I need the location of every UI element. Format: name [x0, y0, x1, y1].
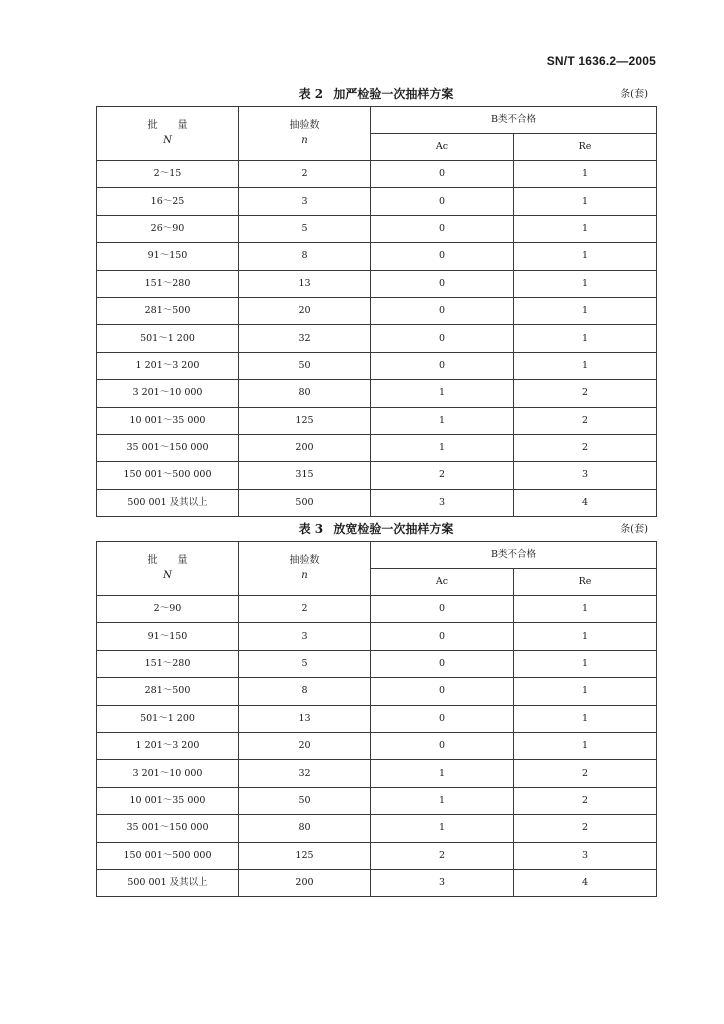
ac-cell: 0 [371, 188, 514, 215]
re-cell: 1 [514, 678, 657, 705]
table-row [97, 650, 657, 677]
ac-cell: 1 [371, 760, 514, 787]
re-header: Re [514, 569, 657, 596]
table-row [97, 842, 657, 869]
table-row [97, 787, 657, 814]
lot-size-cell: 91～150 [97, 243, 239, 270]
sample-size-cell: 8 [239, 678, 371, 705]
ac-cell: 0 [371, 215, 514, 242]
re-cell: 1 [514, 650, 657, 677]
ac-cell: 2 [371, 462, 514, 489]
ac-cell: 0 [371, 732, 514, 759]
lot-size-cell: 150 001～500 000 [97, 462, 239, 489]
sample-size-cell: 50 [239, 352, 371, 379]
re-cell: 1 [514, 297, 657, 324]
re-cell: 1 [514, 705, 657, 732]
sample-size-cell: 2 [239, 596, 371, 623]
re-cell: 4 [514, 869, 657, 896]
sample-size-cell: 125 [239, 407, 371, 434]
sample-size-cell: 5 [239, 650, 371, 677]
lot-size-cell: 501～1 200 [97, 325, 239, 352]
sample-size-cell: 200 [239, 869, 371, 896]
re-cell: 2 [514, 760, 657, 787]
lot-size-cell: 10 001～35 000 [97, 407, 239, 434]
lot-size-cell: 151～280 [97, 650, 239, 677]
table-row [97, 352, 657, 379]
ac-cell: 1 [371, 380, 514, 407]
lot-size-cell: 500 001 及其以上 [97, 869, 239, 896]
lot-size-cell: 501～1 200 [97, 705, 239, 732]
sample-size-cell: 8 [239, 243, 371, 270]
re-cell: 1 [514, 732, 657, 759]
ac-cell: 1 [371, 434, 514, 461]
re-cell: 1 [514, 188, 657, 215]
sample-size-cell: 32 [239, 325, 371, 352]
lot-size-cell: 3 201～10 000 [97, 380, 239, 407]
sample-size-cell: 32 [239, 760, 371, 787]
sample-size-header: 抽验数 n [239, 107, 371, 161]
ac-cell: 0 [371, 705, 514, 732]
sample-size-cell: 20 [239, 732, 371, 759]
ac-cell: 1 [371, 815, 514, 842]
ac-cell: 0 [371, 650, 514, 677]
lot-size-cell: 10 001～35 000 [97, 787, 239, 814]
lot-size-cell: 151～280 [97, 270, 239, 297]
sample-size-cell: 20 [239, 297, 371, 324]
re-cell: 1 [514, 161, 657, 188]
ac-cell: 0 [371, 297, 514, 324]
ac-cell: 0 [371, 270, 514, 297]
table-row [97, 462, 657, 489]
table-row [97, 188, 657, 215]
table-3 [96, 541, 657, 897]
sample-size-cell: 125 [239, 842, 371, 869]
ac-cell: 2 [371, 842, 514, 869]
re-cell: 2 [514, 380, 657, 407]
table-3-unit: 条(套) [620, 524, 648, 535]
class-b-header: B类不合格 [371, 107, 657, 134]
table-row [97, 596, 657, 623]
table-row [97, 243, 657, 270]
re-cell: 1 [514, 352, 657, 379]
table-2-title [96, 86, 656, 102]
lot-size-header: 批 量 N [97, 107, 239, 161]
sample-size-cell: 315 [239, 462, 371, 489]
table-2-caption [96, 86, 656, 102]
sample-size-cell: 200 [239, 434, 371, 461]
table-3-number: 表 3 [298, 522, 324, 536]
table-3-name: 放宽检验一次抽样方案 [333, 522, 454, 536]
sample-size-cell: 13 [239, 270, 371, 297]
re-cell: 2 [514, 434, 657, 461]
re-cell: 2 [514, 407, 657, 434]
lot-size-cell: 35 001～150 000 [97, 434, 239, 461]
table-row [97, 325, 657, 352]
ac-cell: 1 [371, 787, 514, 814]
re-header: Re [514, 134, 657, 161]
table-3-caption [96, 521, 656, 537]
ac-cell: 0 [371, 623, 514, 650]
ac-cell: 3 [371, 869, 514, 896]
table-row [97, 434, 657, 461]
ac-cell: 3 [371, 489, 514, 516]
lot-size-cell: 3 201～10 000 [97, 760, 239, 787]
lot-size-cell: 1 201～3 200 [97, 732, 239, 759]
sample-size-cell: 13 [239, 705, 371, 732]
table-row [97, 760, 657, 787]
lot-size-cell: 2～15 [97, 161, 239, 188]
table-row [97, 869, 657, 896]
table-2 [96, 106, 657, 517]
table-row [97, 815, 657, 842]
table-row [97, 407, 657, 434]
re-cell: 1 [514, 270, 657, 297]
sample-size-cell: 5 [239, 215, 371, 242]
table-row [97, 161, 657, 188]
ac-cell: 1 [371, 407, 514, 434]
lot-size-cell: 281～500 [97, 678, 239, 705]
table-row [97, 270, 657, 297]
sample-size-cell: 500 [239, 489, 371, 516]
table-2-unit: 条(套) [620, 89, 648, 100]
sample-size-cell: 80 [239, 815, 371, 842]
re-cell: 1 [514, 596, 657, 623]
lot-size-cell: 500 001 及其以上 [97, 489, 239, 516]
ac-cell: 0 [371, 161, 514, 188]
class-b-header: B类不合格 [371, 542, 657, 569]
re-cell: 1 [514, 215, 657, 242]
re-cell: 4 [514, 489, 657, 516]
lot-size-cell: 91～150 [97, 623, 239, 650]
ac-cell: 0 [371, 325, 514, 352]
lot-size-cell: 2～90 [97, 596, 239, 623]
lot-size-cell: 1 201～3 200 [97, 352, 239, 379]
lot-size-cell: 281～500 [97, 297, 239, 324]
ac-header: Ac [371, 569, 514, 596]
re-cell: 1 [514, 623, 657, 650]
re-cell: 1 [514, 325, 657, 352]
sample-size-cell: 50 [239, 787, 371, 814]
sample-size-cell: 3 [239, 188, 371, 215]
ac-cell: 0 [371, 243, 514, 270]
ac-cell: 0 [371, 352, 514, 379]
re-cell: 2 [514, 815, 657, 842]
table-2-name: 加严检验一次抽样方案 [333, 87, 454, 101]
table-row [97, 678, 657, 705]
re-cell: 3 [514, 462, 657, 489]
lot-size-cell: 150 001～500 000 [97, 842, 239, 869]
table-row [97, 732, 657, 759]
table-row [97, 380, 657, 407]
sample-size-cell: 2 [239, 161, 371, 188]
table-row [97, 623, 657, 650]
lot-size-header: 批 量 N [97, 542, 239, 596]
standard-code: SN/T 1636.2—2005 [546, 54, 656, 68]
sample-size-cell: 80 [239, 380, 371, 407]
sample-size-header: 抽验数 n [239, 542, 371, 596]
lot-size-cell: 16～25 [97, 188, 239, 215]
table-3-title [96, 521, 656, 537]
table-2-number: 表 2 [298, 87, 324, 101]
ac-cell: 0 [371, 596, 514, 623]
re-cell: 2 [514, 787, 657, 814]
table-row [97, 489, 657, 516]
ac-header: Ac [371, 134, 514, 161]
re-cell: 1 [514, 243, 657, 270]
ac-cell: 0 [371, 678, 514, 705]
lot-size-cell: 35 001～150 000 [97, 815, 239, 842]
re-cell: 3 [514, 842, 657, 869]
table-row [97, 297, 657, 324]
table-row [97, 215, 657, 242]
lot-size-cell: 26～90 [97, 215, 239, 242]
sample-size-cell: 3 [239, 623, 371, 650]
table-row [97, 705, 657, 732]
